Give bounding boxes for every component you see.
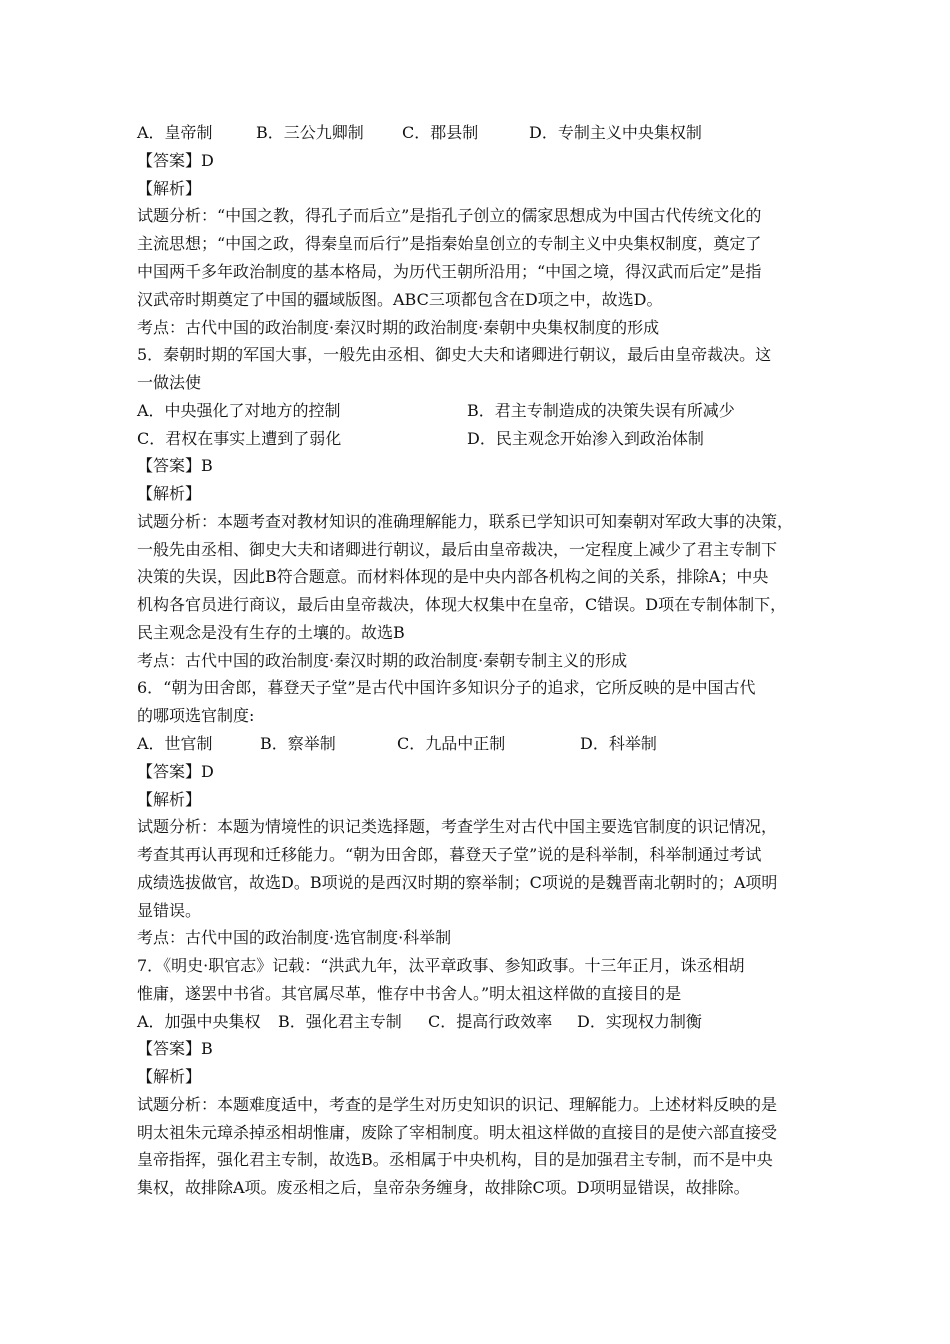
q7-option-b: B．强化君主专制: [278, 1012, 402, 1031]
q4-analysis-line: 主流思想；“中国之政，得秦皇而后行”是指秦始皇创立的专制主义中央集权制度，奠定了: [137, 234, 762, 253]
q6-question-line: 的哪项选官制度:: [137, 706, 255, 725]
q4-option-a: A．皇帝制: [137, 123, 213, 142]
q6-answer: 【答案】D: [137, 762, 214, 781]
q7-analysis-line: 明太祖朱元璋杀掉丞相胡惟庸，废除了宰相制度。明太祖这样做的直接目的是使六部直接受: [137, 1123, 778, 1142]
q6-analysis-line: 成绩选拔做官，故选D。B项说的是西汉时期的察举制；C项说的是魏晋南北朝时的；A项明: [137, 873, 778, 892]
q5-option-b: B．君主专制造成的决策失误有所减少: [467, 401, 735, 420]
q6-analysis-line: 试题分析：本题为情境性的识记类选择题，考查学生对古代中国主要选官制度的识记情况，: [137, 817, 778, 836]
q4-point: 考点：古代中国的政治制度·秦汉时期的政治制度·秦朝中央集权制度的形成: [137, 318, 660, 337]
q5-point: 考点：古代中国的政治制度·秦汉时期的政治制度·秦朝专制主义的形成: [137, 651, 628, 670]
q7-question-line: 惟庸，遂罢中书省。其官属尽革，惟存中书舍人。”明太祖这样做的直接目的是: [137, 984, 682, 1003]
q7-analysis-line: 集权，故排除A项。废丞相之后，皇帝杂务缠身，故排除C项。D项明显错误，故排除。: [137, 1178, 750, 1197]
q5-answer: 【答案】B: [137, 456, 213, 475]
q7-answer: 【答案】B: [137, 1039, 213, 1058]
q5-analysis-line: 试题分析：本题考查对教材知识的准确理解能力，联系已学知识可知秦朝对军政大事的决策，: [137, 512, 794, 531]
q6-point: 考点：古代中国的政治制度·选官制度·科举制: [137, 928, 452, 947]
q5-question-line: 一做法使: [137, 373, 202, 392]
q5-option-d: D．民主观念开始渗入到政治体制: [467, 429, 704, 448]
q4-analysis-title: 【解析】: [137, 179, 202, 198]
q4-option-d: D．专制主义中央集权制: [529, 123, 702, 142]
q4-analysis-line: 中国两千多年政治制度的基本格局，为历代王朝所沿用；“中国之境，得汉武而后定”是指: [137, 262, 762, 281]
q6-option-a: A．世官制: [137, 734, 213, 753]
q5-question-line: 5．秦朝时期的军国大事，一般先由丞相、御史大夫和诸卿进行朝议，最后由皇帝裁决。这: [137, 345, 772, 364]
q6-analysis-line: 显错误。: [137, 901, 202, 920]
q5-option-a: A．中央强化了对地方的控制: [137, 401, 341, 420]
q6-analysis-line: 考查其再认再现和迁移能力。“朝为田舍郎，暮登天子堂”说的是科举制，科举制通过考试: [137, 845, 762, 864]
q7-analysis-line: 皇帝指挥，强化君主专制，故选B。丞相属于中央机构，目的是加强君主专制，而不是中央: [137, 1150, 773, 1169]
q5-analysis-line: 一般先由丞相、御史大夫和诸卿进行朝议，最后由皇帝裁决，一定程度上减少了君主专制下: [137, 540, 778, 559]
q7-option-d: D．实现权力制衡: [577, 1012, 702, 1031]
q4-option-b: B．三公九卿制: [256, 123, 364, 142]
q7-option-a: A．加强中央集权: [137, 1012, 261, 1031]
q5-analysis-line: 机构各官员进行商议，最后由皇帝裁决，体现大权集中在皇帝，C错误。D项在专制体制下，: [137, 595, 787, 614]
q6-question-line: 6．“朝为田舍郎，暮登天子堂”是古代中国许多知识分子的追求，它所反映的是中国古代: [137, 678, 756, 697]
q6-option-b: B．察举制: [260, 734, 336, 753]
q4-answer: 【答案】D: [137, 151, 214, 170]
q5-analysis-line: 决策的失误，因此B符合题意。而材料体现的是中央内部各机构之间的关系，排除A；中央: [137, 567, 769, 586]
q7-question-line: 7．《明史·职官志》记载：“洪武九年，汰平章政事、参知政事。十三年正月，诛丞相胡: [137, 956, 745, 975]
q4-analysis-line: 汉武帝时期奠定了中国的疆域版图。ABC三项都包含在D项之中，故选D。: [137, 290, 663, 309]
q5-option-c: C．君权在事实上遭到了弱化: [137, 429, 342, 448]
q5-analysis-title: 【解析】: [137, 484, 202, 503]
q7-option-c: C．提高行政效率: [428, 1012, 553, 1031]
q5-analysis-line: 民主观念是没有生存的土壤的。故选B: [137, 623, 405, 642]
q6-analysis-title: 【解析】: [137, 790, 202, 809]
q4-option-c: C．郡县制: [402, 123, 479, 142]
q7-analysis-line: 试题分析：本题难度适中，考查的是学生对历史知识的识记、理解能力。上述材料反映的是: [137, 1095, 778, 1114]
q4-analysis-line: 试题分析：“中国之教，得孔子而后立”是指孔子创立的儒家思想成为中国古代传统文化的: [137, 206, 762, 225]
q6-option-d: D．科举制: [580, 734, 657, 753]
q7-analysis-title: 【解析】: [137, 1067, 202, 1086]
q6-option-c: C．九品中正制: [397, 734, 506, 753]
